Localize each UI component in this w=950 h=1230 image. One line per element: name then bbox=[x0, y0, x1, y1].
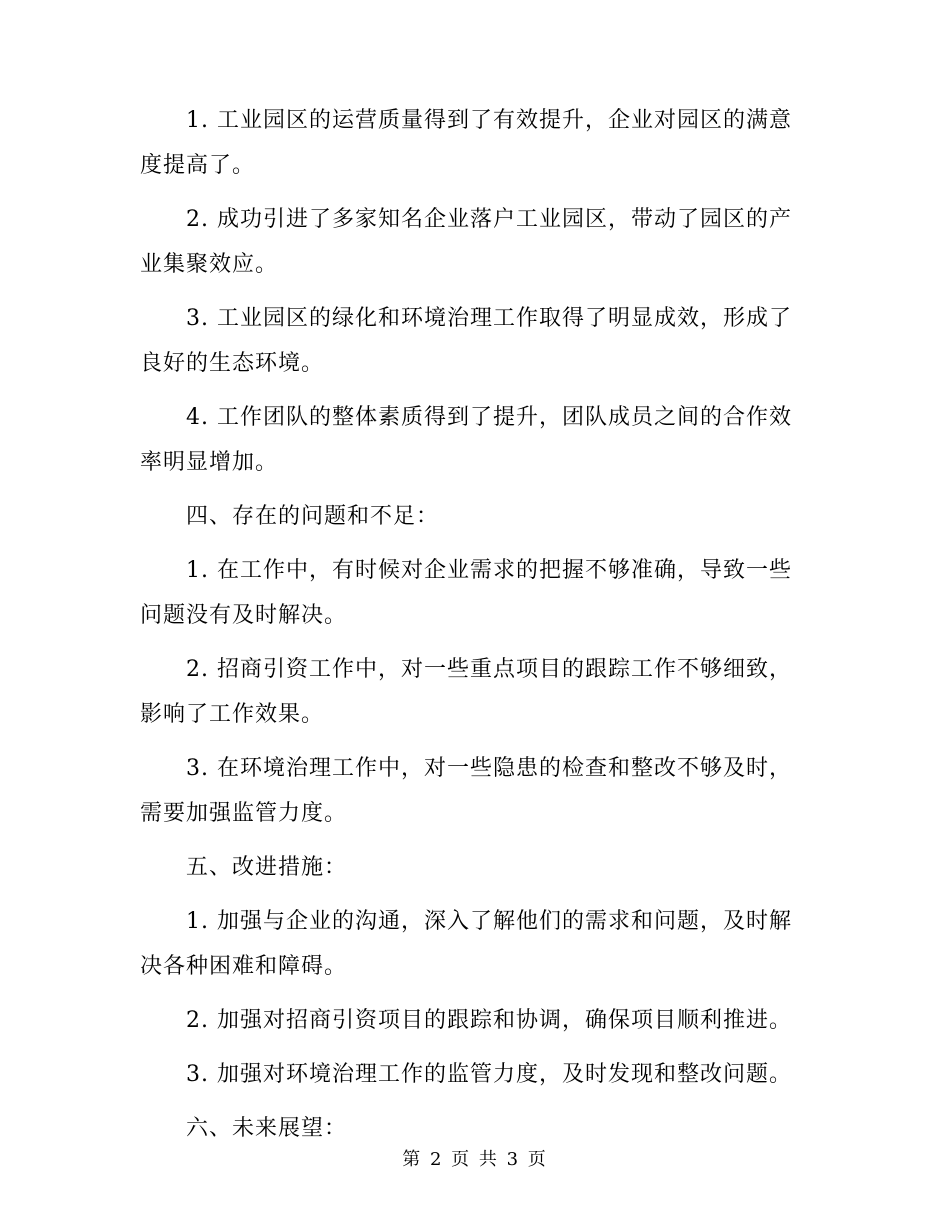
document-body bbox=[140, 98, 810, 1160]
paragraph-result-2: 2. 成功引进了多家知名企业落户工业园区，带动了园区的产业集聚效应。 bbox=[140, 207, 792, 277]
paragraph-problem-2: 2. 招商引资工作中，对一些重点项目的跟踪工作不够细致，影响了工作效果。 bbox=[140, 657, 792, 727]
paragraph-problem-1: 1. 在工作中，有时候对企业需求的把握不够准确，导致一些问题没有及时解决。 bbox=[140, 558, 792, 628]
section-heading-outlook: 六、未来展望： bbox=[186, 1116, 348, 1141]
paragraph-improvement-2: 2. 加强对招商引资项目的跟踪和协调，确保项目顺利推进。 bbox=[186, 1008, 792, 1033]
paragraph-problem-3: 3. 在环境治理工作中，对一些隐患的检查和整改不够及时，需要加强监管力度。 bbox=[140, 756, 792, 826]
section-heading-improvements: 五、改进措施： bbox=[186, 855, 348, 880]
paragraph-result-3: 3. 工业园区的绿化和环境治理工作取得了明显成效，形成了良好的生态环境。 bbox=[140, 306, 792, 376]
paragraph-improvement-1: 1. 加强与企业的沟通，深入了解他们的需求和问题，及时解决各种困难和障碍。 bbox=[140, 909, 792, 979]
paragraph-improvement-3: 3. 加强对环境治理工作的监管力度，及时发现和整改问题。 bbox=[186, 1062, 792, 1087]
section-heading-problems: 四、存在的问题和不足： bbox=[186, 504, 440, 529]
page-number-footer: 第 2 页 共 3 页 bbox=[402, 1149, 548, 1170]
paragraph-result-4: 4. 工作团队的整体素质得到了提升，团队成员之间的合作效率明显增加。 bbox=[140, 405, 792, 475]
paragraph-result-1: 1. 工业园区的运营质量得到了有效提升，企业对园区的满意度提高了。 bbox=[140, 108, 792, 178]
